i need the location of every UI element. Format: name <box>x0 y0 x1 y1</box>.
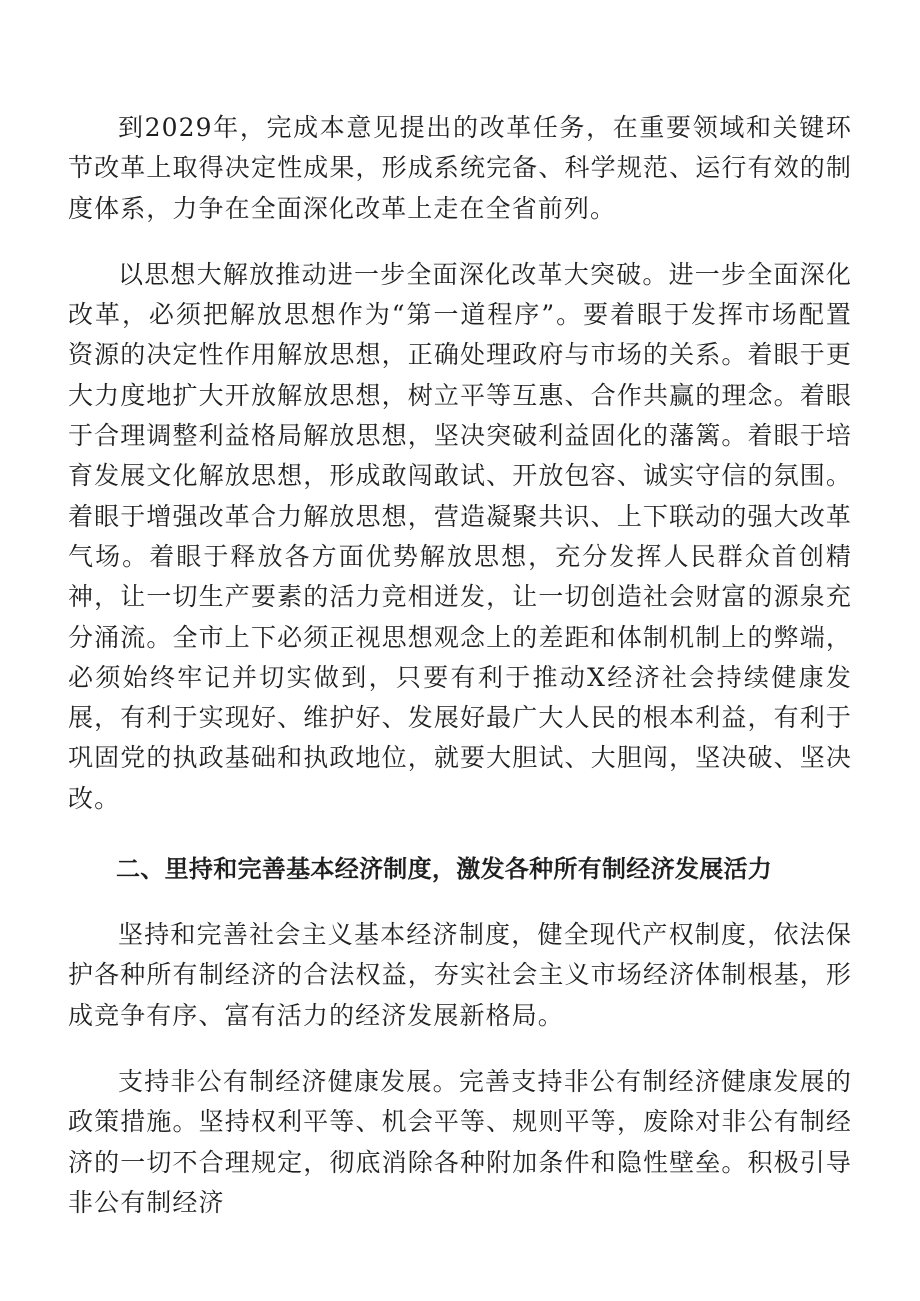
section-heading-2: 二、里持和完善基本经济制度，激发各种所有制经济发展活力 <box>116 855 773 884</box>
paragraph-non-public-economy: 支持非公有制经济健康发展。完善支持非公有制经济健康发展的政策措施。坚持权利平等、机会平等、规则平等，废除对非公有制经济的一切不合理规定，彻底消除各种附加条件和隐性壁垒。积极引导非公有制经济 <box>68 1066 852 1217</box>
document-page <box>68 108 852 1223</box>
paragraph-emancipate-mind: 以思想大解放推动进一步全面深化改革大突破。进一步全面深化改革，必须把解放思想作为“第一道程序”。要着眼于发挥市场配置资源的决定性作用解放思想，正确处理政府与市场的关系。着眼于更大力度地扩大开放解放思想，树立平等互惠、合作共赢的理念。着眼于合理调整利益格局解放思想，坚决突破利益固化的藩篱。着眼于培育发展文化解放思想，形成敢闯敢试、开放包容、诚实守信的氛围。着眼于增强改革合力解放思想，营造凝聚共识、上下联动的强大改革气场。着眼于释放各方面优势解放思想，充分发挥人民群众首创精神，让一切生产要素的活力竞相迸发，让一切创造社会财富的源泉充分涌流。全市上下必须正视思想观念上的差距和体制机制上的弊端，必须始终牢记并切实做到，只要有利于推动X经济社会持续健康发展，有利于实现好、维护好、发展好最广大人民的根本利益，有利于巩固党的执政基础和执政地位，就要大胆试、大胆闯，坚决破、坚决改。 <box>68 259 852 813</box>
paragraph-basic-economic-system: 坚持和完善社会主义基本经济制度，健全现代产权制度，依法保护各种所有制经济的合法权益，夯实社会主义市场经济体制根基，形成竞争有序、富有活力的经济发展新格局。 <box>68 920 852 1030</box>
paragraph-goal-2029: 到2029年，完成本意见提出的改革任务，在重要领域和关键环节改革上取得决定性成果，形成系统完备、科学规范、运行有效的制度体系，力争在全面深化改革上走在全省前列。 <box>68 113 852 223</box>
